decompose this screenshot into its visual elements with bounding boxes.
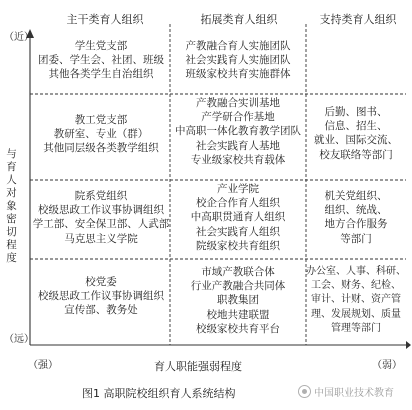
cell-line: 团委、学生会、社团、班级: [38, 54, 164, 67]
cell-line: 学工部、安全保卫部、人武部: [32, 218, 170, 231]
cell-line: 机关党组织、: [324, 190, 388, 202]
cell-line: 学生党支部: [74, 40, 128, 52]
x-axis-left-end: （强）: [28, 360, 58, 371]
cell-line: 校友联络等部门: [319, 148, 393, 161]
cell-line: 院系党组织: [74, 190, 128, 202]
cell-line: 中高职贯通育人组织: [190, 211, 286, 224]
cell-line: 管理等部门: [331, 322, 381, 334]
cell-line: 产业学院: [217, 183, 259, 195]
cell-extended-row2: [170, 96, 306, 167]
wechat-icon: [298, 385, 311, 398]
cell-line: 班级家校共育实施群体: [185, 68, 291, 81]
cell-support-row3: [306, 189, 406, 246]
cell-line: 其他同层级各类教学组织: [43, 142, 159, 155]
cell-core-row4: [32, 275, 170, 318]
cell-core-row1: [32, 39, 170, 82]
x-axis-right-end: （弱）: [372, 360, 402, 371]
cell-line: 教工党支部: [74, 114, 128, 126]
cell-line: 市域产教联合体: [201, 266, 275, 278]
cell-line: 院级家校共育组织: [196, 239, 280, 252]
cell-line: 社会实践育人组织: [196, 225, 280, 238]
cell-line: 地方合作服务: [324, 218, 388, 231]
cell-line: 产教融合实训基地: [196, 97, 280, 109]
cell-line: 宣传部、教务处: [64, 304, 138, 317]
cell-extended-row3: [170, 182, 306, 253]
x-axis-label: 育人职能强弱程度: [154, 360, 242, 373]
y-axis-bottom-end: （远）: [4, 334, 34, 345]
cell-line: 中高职一体化教育教学团队: [175, 125, 301, 138]
cell-line: 其他各类学生自治组织: [48, 68, 154, 81]
cell-line: 就业、国际交流、: [314, 134, 398, 147]
cell-extended-row1: [170, 39, 306, 82]
cell-core-row2: [32, 113, 170, 156]
column-header-core: 主干类育人组织: [66, 13, 144, 26]
column-header-extended: 拓展类育人组织: [200, 13, 278, 26]
watermark-text: 中国职业技术教育: [314, 388, 394, 399]
cell-line: 教研室、专业（群）: [53, 128, 149, 141]
cell-line: 产教融合育人实施团队: [185, 40, 291, 52]
cell-line: 校地共建联盟: [206, 308, 270, 321]
cell-line: 马克思主义学院: [64, 232, 138, 245]
y-axis-top-end: （近）: [4, 32, 34, 43]
cell-line: 组织、统战、: [324, 204, 388, 217]
cell-line: 等部门: [340, 232, 372, 245]
cell-line: 社会实践育人基地: [196, 139, 280, 152]
cell-line: 校级思政工作议事协调组织: [38, 204, 164, 217]
cell-line: 校党委: [85, 276, 117, 288]
cell-line: 产学研合作基地: [201, 111, 275, 124]
cell-line: 校级家校共育平台: [196, 322, 280, 335]
cell-line: 专业级家校共育载体: [190, 153, 286, 166]
watermark: [298, 384, 394, 399]
cell-line: 审计、计财、资产管: [311, 294, 401, 306]
cell-core-row3: [32, 189, 170, 246]
x-axis-arrow: [406, 341, 411, 349]
cell-line: 行业产教融合共同体: [190, 280, 286, 293]
cell-support-row4: [306, 265, 406, 336]
cell-line: 信息、招生、: [324, 120, 388, 133]
cell-line: 后勤、图书、: [324, 106, 388, 118]
cell-line: 办公室、人事、科研、: [306, 266, 406, 277]
cell-support-row2: [306, 105, 406, 162]
cell-line: 校级思政工作议事协调组织: [38, 290, 164, 303]
cell-line: 理、发展规划、质量: [311, 308, 401, 320]
y-axis-label: 与育人对象密切程度: [6, 148, 17, 264]
cell-line: 职教集团: [217, 294, 259, 307]
column-header-support: 支持类育人组织: [319, 13, 397, 26]
cell-line: 校企合作育人组织: [196, 197, 280, 210]
cell-extended-row4: [170, 265, 306, 336]
cell-line: 工会、财务、纪检、: [311, 280, 401, 292]
figure-caption: 图1 高职院校组织育人系统结构: [82, 387, 236, 400]
cell-line: 社会实践育人实施团队: [185, 54, 291, 67]
